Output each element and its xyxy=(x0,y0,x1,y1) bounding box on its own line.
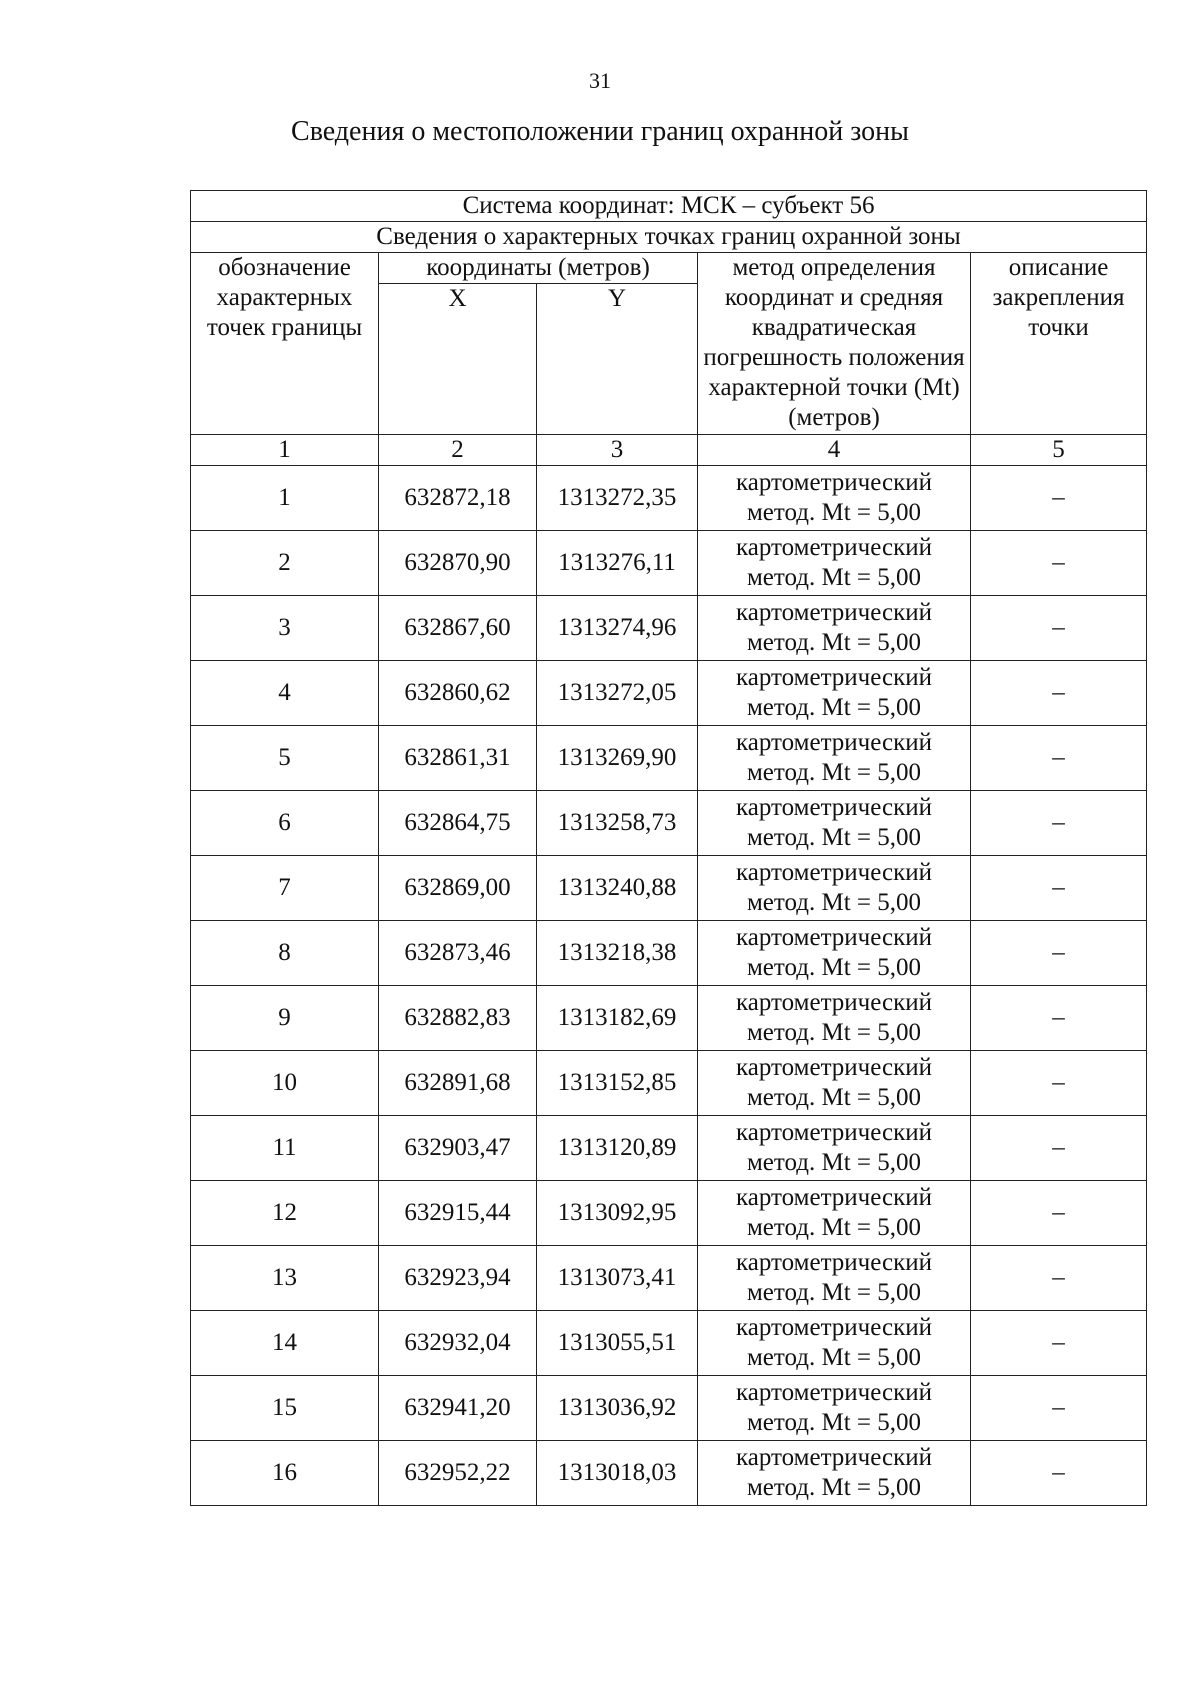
y-coordinate-cell: 1313274,96 xyxy=(537,596,698,661)
point-cell: 2 xyxy=(191,531,379,596)
table-row xyxy=(191,466,1147,531)
method-accuracy-line: метод. Mt = 5,00 xyxy=(746,889,922,916)
fixing-cell: – xyxy=(971,1116,1147,1181)
y-coordinate-cell: 1313152,85 xyxy=(537,1051,698,1116)
column-number: 2 xyxy=(379,435,537,466)
method-cell xyxy=(698,531,971,596)
method-cell xyxy=(698,856,971,921)
fixing-cell: – xyxy=(971,1246,1147,1311)
method-line: картометрический xyxy=(736,534,932,561)
x-coordinate-cell: 632903,47 xyxy=(379,1116,537,1181)
y-coordinate-cell: 1313055,51 xyxy=(537,1311,698,1376)
method-line: картометрический xyxy=(736,1184,932,1211)
point-cell: 3 xyxy=(191,596,379,661)
y-coordinate-cell: 1313218,38 xyxy=(537,921,698,986)
table-row xyxy=(191,791,1147,856)
method-accuracy-line: метод. Mt = 5,00 xyxy=(746,759,922,786)
x-coordinate-cell: 632932,04 xyxy=(379,1311,537,1376)
header-fixing: описание закрепления точки xyxy=(971,253,1147,435)
fixing-cell: – xyxy=(971,726,1147,791)
point-cell: 6 xyxy=(191,791,379,856)
method-line: картометрический xyxy=(736,469,932,496)
method-cell xyxy=(698,466,971,531)
fixing-cell: – xyxy=(971,1376,1147,1441)
method-cell xyxy=(698,1441,971,1506)
fixing-cell: – xyxy=(971,921,1147,986)
method-cell xyxy=(698,986,971,1051)
method-cell xyxy=(698,1246,971,1311)
column-number: 1 xyxy=(191,435,379,466)
method-accuracy-line: метод. Mt = 5,00 xyxy=(746,1214,922,1241)
point-cell: 11 xyxy=(191,1116,379,1181)
point-cell: 10 xyxy=(191,1051,379,1116)
method-line: картометрический xyxy=(736,729,932,756)
method-accuracy-line: метод. Mt = 5,00 xyxy=(746,564,922,591)
point-cell: 1 xyxy=(191,466,379,531)
x-coordinate-cell: 632923,94 xyxy=(379,1246,537,1311)
method-line: картометрический xyxy=(736,1314,932,1341)
point-cell: 9 xyxy=(191,986,379,1051)
method-line: картометрический xyxy=(736,1379,932,1406)
document-title: Сведения о местоположении границ охранной зоны xyxy=(291,116,909,147)
y-coordinate-cell: 1313258,73 xyxy=(537,791,698,856)
method-line: картометрический xyxy=(736,859,932,886)
y-coordinate-cell: 1313240,88 xyxy=(537,856,698,921)
x-coordinate-cell: 632864,75 xyxy=(379,791,537,856)
method-line: картометрический xyxy=(736,664,932,691)
method-line: картометрический xyxy=(736,1249,932,1276)
table-row xyxy=(191,1441,1147,1506)
method-cell xyxy=(698,1181,971,1246)
column-number-row xyxy=(191,435,1147,466)
table-row xyxy=(191,1311,1147,1376)
fixing-cell: – xyxy=(971,531,1147,596)
y-coordinate-cell: 1313092,95 xyxy=(537,1181,698,1246)
fixing-cell: – xyxy=(971,466,1147,531)
method-accuracy-line: метод. Mt = 5,00 xyxy=(746,1019,922,1046)
y-coordinate-cell: 1313120,89 xyxy=(537,1116,698,1181)
y-coordinate-cell: 1313018,03 xyxy=(537,1441,698,1506)
x-coordinate-cell: 632867,60 xyxy=(379,596,537,661)
page-number: 31 xyxy=(589,68,611,93)
y-coordinate-cell: 1313272,35 xyxy=(537,466,698,531)
method-accuracy-line: метод. Mt = 5,00 xyxy=(746,1149,922,1176)
x-coordinate-cell: 632952,22 xyxy=(379,1441,537,1506)
method-accuracy-line: метод. Mt = 5,00 xyxy=(746,499,922,526)
point-cell: 13 xyxy=(191,1246,379,1311)
x-coordinate-cell: 632891,68 xyxy=(379,1051,537,1116)
x-coordinate-cell: 632941,20 xyxy=(379,1376,537,1441)
point-cell: 15 xyxy=(191,1376,379,1441)
x-coordinate-cell: 632861,31 xyxy=(379,726,537,791)
x-coordinate-cell: 632869,00 xyxy=(379,856,537,921)
column-number: 3 xyxy=(537,435,698,466)
method-accuracy-line: метод. Mt = 5,00 xyxy=(746,1279,922,1306)
method-accuracy-line: метод. Mt = 5,00 xyxy=(746,1084,922,1111)
point-cell: 8 xyxy=(191,921,379,986)
point-cell: 5 xyxy=(191,726,379,791)
header-point: обозначение характерных точек границы xyxy=(191,253,379,435)
column-number: 5 xyxy=(971,435,1147,466)
x-coordinate-cell: 632860,62 xyxy=(379,661,537,726)
method-cell xyxy=(698,791,971,856)
x-coordinate-cell: 632872,18 xyxy=(379,466,537,531)
table-row xyxy=(191,1376,1147,1441)
method-accuracy-line: метод. Mt = 5,00 xyxy=(746,1474,922,1501)
x-coordinate-cell: 632882,83 xyxy=(379,986,537,1051)
method-cell xyxy=(698,661,971,726)
section-title-cell: Сведения о характерных точках границ охранной зоны xyxy=(191,222,1147,253)
table-row xyxy=(191,1051,1147,1116)
fixing-cell: – xyxy=(971,1311,1147,1376)
table-row xyxy=(191,531,1147,596)
coord-system-cell: Система координат: МСК – субъект 56 xyxy=(191,191,1147,222)
method-cell xyxy=(698,1311,971,1376)
method-line: картометрический xyxy=(736,1444,932,1471)
fixing-cell: – xyxy=(971,596,1147,661)
method-line: картометрический xyxy=(736,599,932,626)
method-accuracy-line: метод. Mt = 5,00 xyxy=(746,954,922,981)
method-line: картометрический xyxy=(736,989,932,1016)
method-line: картометрический xyxy=(736,1054,932,1081)
column-number: 4 xyxy=(698,435,971,466)
table-body xyxy=(191,191,1147,1506)
point-cell: 4 xyxy=(191,661,379,726)
fixing-cell: – xyxy=(971,856,1147,921)
boundary-points-table xyxy=(190,190,1147,1506)
x-coordinate-cell: 632873,46 xyxy=(379,921,537,986)
method-cell xyxy=(698,921,971,986)
point-cell: 7 xyxy=(191,856,379,921)
y-coordinate-cell: 1313073,41 xyxy=(537,1246,698,1311)
table-row xyxy=(191,726,1147,791)
table-row xyxy=(191,1246,1147,1311)
fixing-cell: – xyxy=(971,791,1147,856)
method-cell xyxy=(698,1051,971,1116)
method-line: картометрический xyxy=(736,1119,932,1146)
header-method: метод определения координат и средняя квадратическая погрешность положения характерной точки (Mt) (метров) xyxy=(698,253,971,435)
header-coords: координаты (метров) xyxy=(379,253,698,284)
method-accuracy-line: метод. Mt = 5,00 xyxy=(746,694,922,721)
table-row xyxy=(191,1181,1147,1246)
method-cell xyxy=(698,596,971,661)
point-cell: 12 xyxy=(191,1181,379,1246)
method-line: картометрический xyxy=(736,794,932,821)
header-row xyxy=(191,253,1147,284)
table-row xyxy=(191,856,1147,921)
x-coordinate-cell: 632915,44 xyxy=(379,1181,537,1246)
method-cell xyxy=(698,1376,971,1441)
x-coordinate-cell: 632870,90 xyxy=(379,531,537,596)
table-row xyxy=(191,921,1147,986)
fixing-cell: – xyxy=(971,1441,1147,1506)
method-accuracy-line: метод. Mt = 5,00 xyxy=(746,824,922,851)
header-x: X xyxy=(379,284,537,435)
fixing-cell: – xyxy=(971,1051,1147,1116)
coord-system-row xyxy=(191,191,1147,222)
y-coordinate-cell: 1313269,90 xyxy=(537,726,698,791)
point-cell: 14 xyxy=(191,1311,379,1376)
table-row xyxy=(191,1116,1147,1181)
method-accuracy-line: метод. Mt = 5,00 xyxy=(746,1344,922,1371)
table-row xyxy=(191,661,1147,726)
header-y: Y xyxy=(537,284,698,435)
table-row xyxy=(191,596,1147,661)
y-coordinate-cell: 1313036,92 xyxy=(537,1376,698,1441)
method-accuracy-line: метод. Mt = 5,00 xyxy=(746,1409,922,1436)
method-line: картометрический xyxy=(736,924,932,951)
y-coordinate-cell: 1313272,05 xyxy=(537,661,698,726)
method-accuracy-line: метод. Mt = 5,00 xyxy=(746,629,922,656)
y-coordinate-cell: 1313182,69 xyxy=(537,986,698,1051)
point-cell: 16 xyxy=(191,1441,379,1506)
table-row xyxy=(191,986,1147,1051)
fixing-cell: – xyxy=(971,661,1147,726)
fixing-cell: – xyxy=(971,1181,1147,1246)
y-coordinate-cell: 1313276,11 xyxy=(537,531,698,596)
fixing-cell: – xyxy=(971,986,1147,1051)
method-cell xyxy=(698,726,971,791)
section-title-row xyxy=(191,222,1147,253)
method-cell xyxy=(698,1116,971,1181)
